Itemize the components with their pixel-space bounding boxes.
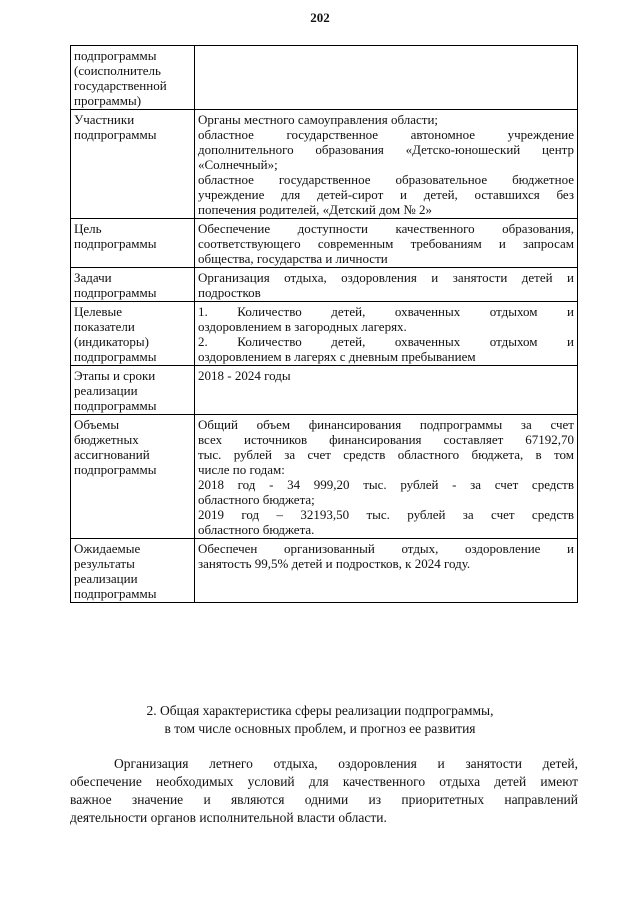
paragraph-line: обеспечение необходимых условий для качественного отдыха детей имеют xyxy=(70,774,578,789)
table-row xyxy=(71,366,578,415)
row-label-line: Задачи xyxy=(74,270,112,285)
section-heading xyxy=(0,702,640,738)
row-label-line: бюджетных xyxy=(74,432,139,447)
row-value-cell xyxy=(195,46,578,110)
paragraph-line: важное значение и являются одними из приоритетных направлений xyxy=(70,792,578,807)
row-label-line: государственной xyxy=(74,78,167,93)
row-value-line: областного бюджета. xyxy=(198,522,315,537)
row-label-line: Объемы xyxy=(74,417,120,432)
row-label-line: показатели xyxy=(74,319,135,334)
paragraph-line: деятельности органов исполнительной власти области. xyxy=(70,810,387,825)
row-label-line: Ожидаемые xyxy=(74,541,141,556)
row-value-line: Обеспечение доступности качественного образования, xyxy=(198,221,574,236)
row-label-cell xyxy=(71,302,195,366)
row-value-line: 1. Количество детей, охваченных отдыхом и xyxy=(198,304,574,319)
row-label-line: Участники xyxy=(74,112,135,127)
row-label-line: (индикаторы) xyxy=(74,334,149,349)
row-value-cell xyxy=(195,268,578,302)
row-value-line: областное государственное автономное учреждение xyxy=(198,127,574,142)
row-label-cell xyxy=(71,366,195,415)
row-value-line: 2018 год - 34 999,20 тыс. рублей - за счет средств xyxy=(198,477,574,492)
row-value-line: общества, государства и личности xyxy=(198,251,388,266)
row-value-cell xyxy=(195,219,578,268)
row-label-line: подпрограммы xyxy=(74,285,157,300)
section-heading-line: 2. Общая характеристика сферы реализации подпрограммы, xyxy=(146,703,494,718)
row-value-line: 2018 - 2024 годы xyxy=(198,368,291,383)
row-value-line: Общий объем финансирования подпрограммы за счет xyxy=(198,417,574,432)
table-row xyxy=(71,110,578,219)
row-value-line: подростков xyxy=(198,285,261,300)
row-label-cell xyxy=(71,539,195,603)
row-value-line: оздоровлением в лагерях с дневным пребыванием xyxy=(198,349,476,364)
row-value-line: числе по годам: xyxy=(198,462,285,477)
row-label-line: Этапы и сроки xyxy=(74,368,156,383)
row-label-line: подпрограммы xyxy=(74,462,157,477)
row-label-line: Цель xyxy=(74,221,102,236)
row-value-line: Обеспечен организованный отдых, оздоровление и xyxy=(198,541,574,556)
row-value-line: всех источников финансирования составляет 67192,70 xyxy=(198,432,574,447)
row-value-line: 2. Количество детей, охваченных отдыхом и xyxy=(198,334,574,349)
row-value-line: «Солнечный»; xyxy=(198,157,278,172)
table-row xyxy=(71,219,578,268)
row-value-line: учреждение для детей-сирот и детей, оставшихся без xyxy=(198,187,574,202)
row-value-line: областное государственное образовательное бюджетное xyxy=(198,172,574,187)
row-label-line: реализации xyxy=(74,383,138,398)
row-label-line: подпрограммы xyxy=(74,398,157,413)
row-value-line: Органы местного самоуправления области; xyxy=(198,112,439,127)
row-value-line: Организация отдыха, оздоровления и занятости детей и xyxy=(198,270,574,285)
table-row xyxy=(71,268,578,302)
table-row xyxy=(71,415,578,539)
row-value-line: областного бюджета; xyxy=(198,492,315,507)
row-value-cell xyxy=(195,415,578,539)
row-label-line: результаты xyxy=(74,556,135,571)
row-label-line: программы) xyxy=(74,93,142,108)
row-value-line: попечения родителей, «Детский дом № 2» xyxy=(198,202,433,217)
row-label-line: подпрограммы xyxy=(74,236,157,251)
row-label-line: ассигнований xyxy=(74,447,150,462)
row-label-cell xyxy=(71,219,195,268)
body-paragraph xyxy=(70,755,578,827)
row-label-cell xyxy=(71,268,195,302)
row-label-cell xyxy=(71,110,195,219)
row-label-line: подпрограммы xyxy=(74,349,157,364)
row-value-line: оздоровлением в загородных лагерях. xyxy=(198,319,407,334)
page-number: 202 xyxy=(310,10,330,25)
row-value-cell xyxy=(195,302,578,366)
row-value-line: дополнительного образования «Детско-юношеский центр xyxy=(198,142,574,157)
row-label-cell xyxy=(71,415,195,539)
row-value-cell xyxy=(195,110,578,219)
row-value-line: занятость 99,5% детей и подростков, к 2024 году. xyxy=(198,556,471,571)
row-label-line: реализации xyxy=(74,571,138,586)
row-label-line: подпрограммы xyxy=(74,127,157,142)
row-label-line: (соисполнитель xyxy=(74,63,161,78)
row-value-line: тыс. рублей за счет средств областного бюджета, в том xyxy=(198,447,574,462)
subprogram-passport-table xyxy=(70,45,578,603)
row-label-cell xyxy=(71,46,195,110)
row-value-line: 2019 год – 32193,50 тыс. рублей за счет средств xyxy=(198,507,574,522)
row-value-cell xyxy=(195,366,578,415)
table-row xyxy=(71,46,578,110)
table-row xyxy=(71,302,578,366)
paragraph-line: Организация летнего отдыха, оздоровления и занятости детей, xyxy=(114,756,578,771)
row-label-line: Целевые xyxy=(74,304,123,319)
table-row xyxy=(71,539,578,603)
row-value-line: соответствующего современным требованиям и запросам xyxy=(198,236,574,251)
row-label-line: подпрограммы xyxy=(74,48,157,63)
section-heading-line: в том числе основных проблем, и прогноз ее развития xyxy=(164,721,476,736)
row-label-line: подпрограммы xyxy=(74,586,157,601)
row-value-cell xyxy=(195,539,578,603)
